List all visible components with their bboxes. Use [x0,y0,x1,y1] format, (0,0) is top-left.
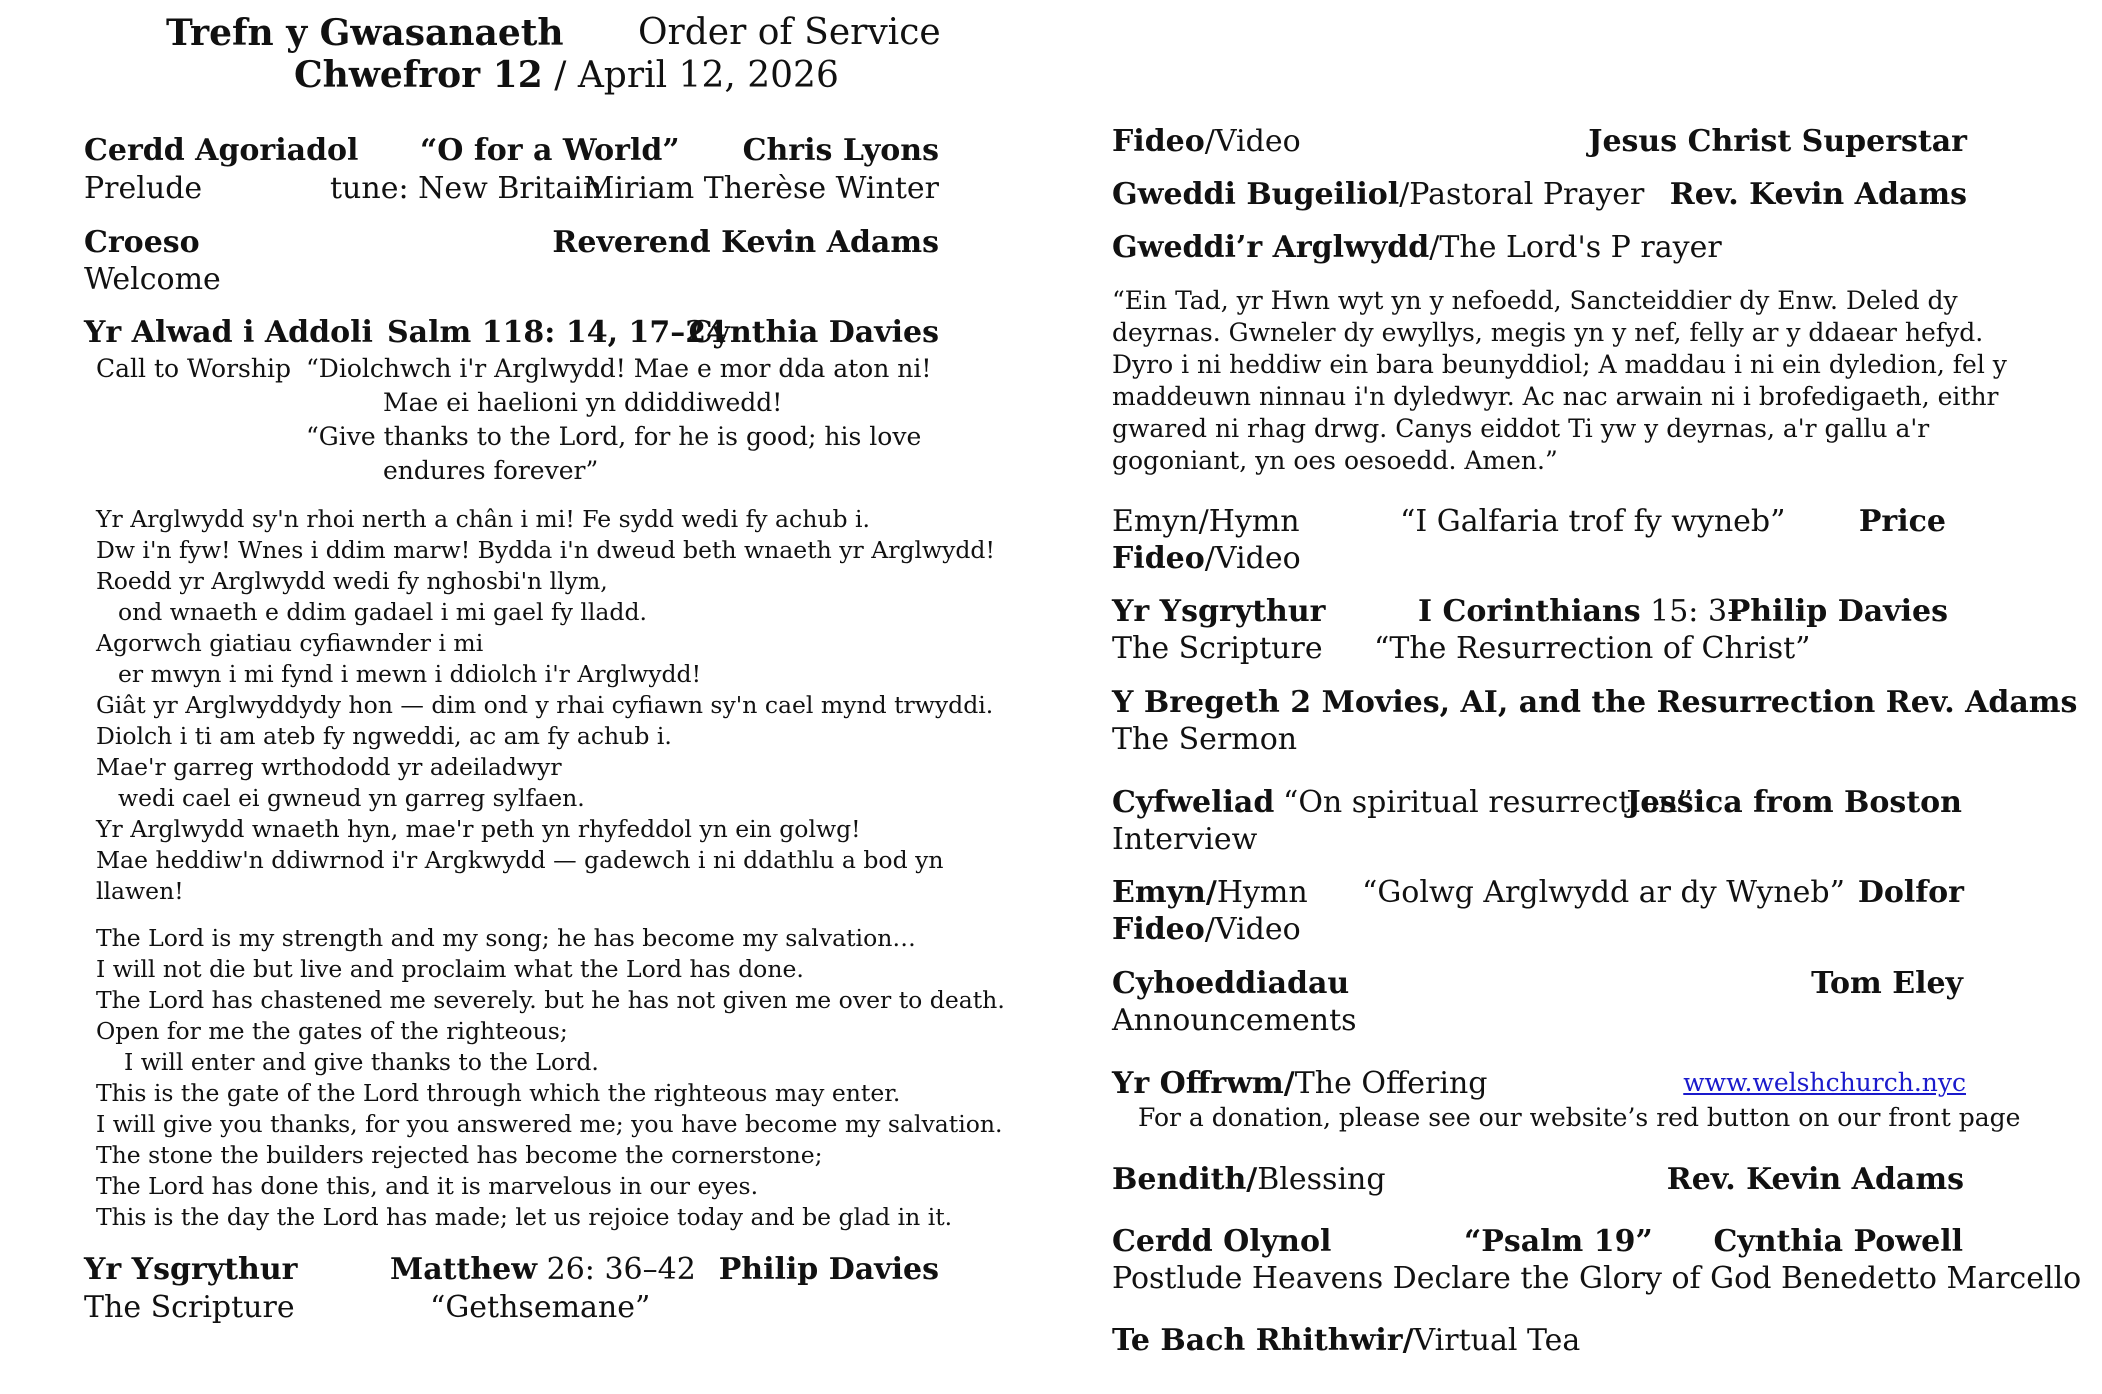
scripture2-verses: 15: 3– [1640,594,1743,629]
scripture2-english: The Scripture [1112,631,1323,666]
welsh-psalm [96,504,995,907]
hymn1-tune: Price [1858,504,1946,539]
hymn2-video-welsh: Fideo [1112,912,1205,947]
hymn2-english: Hymn [1216,875,1308,910]
psalm-line: Mae'r garreg wrthododd yr adeiladwyr [96,753,562,781]
prayer-line: deyrnas. Gwneler dy ewyllys, megis yn y nef, felly ar y ddaear hefyd. [1112,318,1984,347]
psalm-line: wedi cael ei gwneud yn garreg sylfaen. [118,784,585,812]
interview-guest: Jessica from Boston [1626,785,1962,820]
postlude-line: Postlude Heavens Declare the Glory of God Benedetto Marcello [1112,1261,2082,1296]
scripture2-welsh: Yr Ysgrythur [1112,594,1326,629]
video-label [1112,124,1301,160]
psalm-line: Diolch i ti am ateb fy ngweddi, ac am fy achub i. [96,722,672,750]
sermon-english: The Sermon [1112,722,1298,757]
hymn2-welsh: Emyn/ [1112,875,1217,910]
prayer-line: gogoniant, yn oes oesoedd. Amen.” [1112,446,1558,475]
blessing-english: Blessing [1257,1162,1386,1197]
scripture-welsh: Yr Ysgrythur [84,1252,298,1287]
postlude-title: “Psalm 19” [1464,1224,1653,1259]
pastoral-welsh: Gweddi Bugeiliol [1112,177,1400,212]
psalm-line: Yr Arglwydd wnaeth hyn, mae'r peth yn rhyfeddol yn ein golwg! [96,815,861,843]
date-separator: / [542,55,578,96]
psalm-line: I will give you thanks, for you answered me; you have become my salvation. [96,1110,1003,1138]
scripture2-book: I Corinthians [1418,594,1641,629]
blessing-label [1112,1162,1386,1198]
call-line: “Diolchwch i'r Arglwydd! Mae e mor dda aton ni! [306,354,932,383]
video-title: Jesus Christ Superstar [1588,124,1967,159]
donation-note: For a donation, please see our website’s red button on our front page [1138,1103,2021,1132]
english-title: Order of Service [638,12,941,53]
date-english: April 12, 2026 [577,55,839,96]
psalm-line: The Lord has done this, and it is marvelous in our eyes. [96,1172,759,1200]
prelude-composer: Miriam Therèse Winter [583,171,939,206]
announcements-welsh: Cyhoeddiadau [1112,966,1350,1001]
interview-english: Interview [1112,822,1258,857]
psalm-line: Mae heddiw'n ddiwrnod i'r Argkwydd — gadewch i ni ddathlu a bod yn [96,846,944,874]
call-reference: Salm 118: 14, 17–24 [387,315,727,350]
video-english: /Video [1204,124,1301,159]
welcome-person: Reverend Kevin Adams [552,225,939,260]
prelude-title: “O for a World” [420,133,680,168]
scripture-verses: 26: 36–42 [537,1252,696,1287]
pastoral-prayer-label [1112,177,1644,213]
hymn2-tune: Dolfor [1857,875,1964,910]
psalm-line: I will not die but live and proclaim what the Lord has done. [96,955,804,983]
scripture-book: Matthew [390,1252,538,1287]
psalm-line: I will enter and give thanks to the Lord. [124,1048,599,1076]
postlude-welsh: Cerdd Olynol [1112,1224,1332,1259]
psalm-line: er mwyn i mi fynd i mewn i ddiolch i'r Arglwydd! [118,660,702,688]
prayer-line: Dyro i ni heddiw ein bara beunyddiol; A maddau i ni ein dyledion, fel y [1112,350,2007,379]
blessing-person: Rev. Kevin Adams [1666,1162,1964,1197]
psalm-line: The stone the builders rejected has become the cornerstone; [96,1141,823,1169]
lords-prayer-text [1112,285,2007,477]
scripture-title: “Gethsemane” [430,1290,651,1325]
offering-english: The Offering [1294,1066,1488,1101]
prelude-performer: Chris Lyons [742,133,939,168]
psalm-line: ond wnaeth e ddim gadael i mi gael fy lladd. [118,598,647,626]
welsh-title: Trefn y Gwasanaeth [166,12,564,54]
tea-english: Virtual Tea [1413,1323,1581,1358]
call-leader: Cynthia Davies [688,315,939,350]
psalm-line: The Lord is my strength and my song; he has become my salvation… [96,924,916,952]
prelude-english: Prelude [84,171,203,206]
offering-welsh: Yr Offrwm/ [1112,1066,1295,1101]
call-line: “Give thanks to the Lord, for he is good; his love [306,422,922,451]
psalm-line: This is the day the Lord has made; let us rejoice today and be glad in it. [96,1203,953,1231]
hymn2-video [1112,912,1301,948]
announcements-english: Announcements [1112,1003,1357,1038]
psalm-line: Agorwch giatiau cyfiawnder i mi [96,629,484,657]
postlude-performer: Cynthia Powell [1713,1224,1963,1259]
pastoral-leader: Rev. Kevin Adams [1669,177,1967,212]
call-english: Call to Worship [96,354,291,383]
scripture-english: The Scripture [84,1290,295,1325]
scripture2-reference [1418,594,1742,630]
psalm-line: The Lord has chastened me severely. but he has not given me over to death. [96,986,1005,1014]
psalm-line: Dw i'n fyw! Wnes i ddim marw! Bydda i'n dweud beth wnaeth yr Arglwydd! [96,536,995,564]
prelude-welsh: Cerdd Agoriadol [84,133,359,168]
hymn2-title: “Golwg Arglwydd ar dy Wyneb” [1362,875,1845,910]
blessing-welsh: Bendith/ [1112,1162,1258,1197]
call-welsh: Yr Alwad i Addoli [84,315,373,350]
tea-welsh: Te Bach Rhithwir/ [1112,1323,1414,1358]
sermon-line: Y Bregeth 2 Movies, AI, and the Resurrection Rev. Adams [1112,685,2078,720]
prelude-tune: tune: New Britain [330,171,603,206]
virtual-tea-label [1112,1323,1580,1359]
hymn1-video-welsh: Fideo [1112,541,1205,576]
hymn2-video-english: /Video [1204,912,1301,947]
psalm-line: Yr Arglwydd sy'n rhoi nerth a chân i mi! Fe sydd wedi fy achub i. [96,505,870,533]
hymn1-video [1112,541,1301,577]
pastoral-english: /Pastoral Prayer [1399,177,1645,212]
call-line: endures forever” [383,456,599,485]
announcements-person: Tom Eley [1811,966,1963,1001]
lords-prayer-label [1112,230,1722,266]
scripture-reader: Philip Davies [718,1252,939,1287]
service-date [294,54,839,97]
prayer-line: “Ein Tad, yr Hwn wyt yn y nefoedd, Sancteiddier dy Enw. Deled dy [1112,286,1958,315]
lords-prayer-welsh: Gweddi’r Arglwydd [1112,230,1430,265]
prayer-line: maddeuwn ninnau i'n dyledwyr. Ac nac arwain ni i brofedigaeth, eithr [1112,382,1999,411]
scripture-reference [390,1252,696,1288]
psalm-line: llawen! [96,877,184,905]
scripture2-reader: Philip Davies [1727,594,1948,629]
interview-title: “On spiritual resurrection” [1283,785,1693,820]
video-welsh: Fideo [1112,124,1205,159]
date-welsh: Chwefror 12 [294,54,543,96]
hymn1-video-english: /Video [1204,541,1301,576]
welcome-welsh: Croeso [84,225,200,260]
hymn1-label: Emyn/Hymn [1112,504,1300,539]
psalm-line: Roedd yr Arglwydd wedi fy nghosbi'n llym, [96,567,608,595]
psalm-line: Open for me the gates of the righteous; [96,1017,568,1045]
interview-welsh: Cyfweliad [1112,785,1275,820]
psalm-line: Giât yr Arglwyddydy hon — dim ond y rhai cyfiawn sy'n cael mynd trwyddi. [96,691,994,719]
welcome-english: Welcome [84,262,221,297]
hymn1-title: “I Galfaria trof fy wyneb” [1400,504,1786,539]
psalm-line: This is the gate of the Lord through which the righteous may enter. [96,1079,901,1107]
lords-prayer-english: /The Lord's P rayer [1429,230,1722,265]
website-link[interactable]: www.welshchurch.nyc [1683,1068,1966,1097]
hymn2-label [1112,875,1308,911]
scripture2-title: “The Resurrection of Christ” [1374,631,1811,666]
english-psalm [96,923,1005,1233]
prayer-line: gwared ni rhag drwg. Canys eiddot Ti yw y deyrnas, a'r gallu a'r [1112,414,1930,443]
call-line: Mae ei haelioni yn ddiddiwedd! [383,388,783,417]
offering-label [1112,1066,1488,1102]
